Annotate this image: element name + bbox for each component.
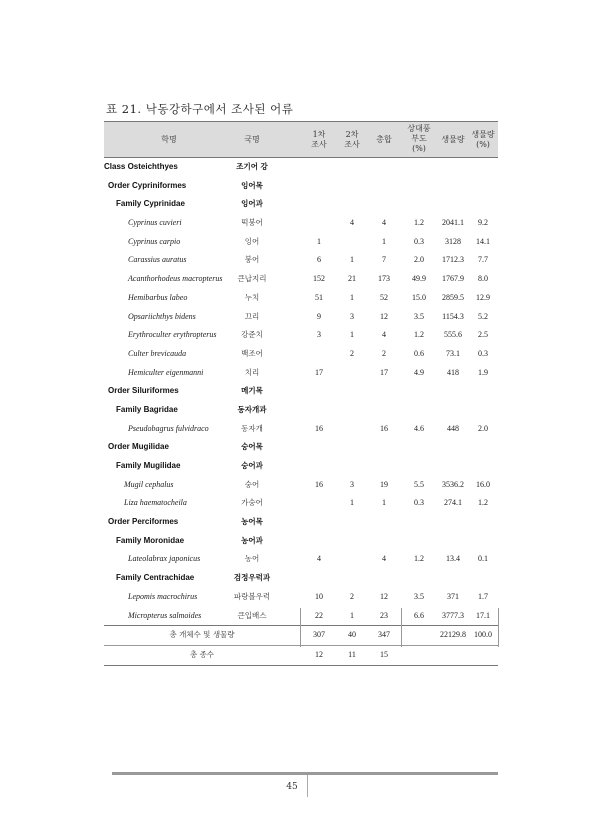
korean-name: 파랑볼우럭 <box>233 591 271 601</box>
korean-name: 메기목 <box>241 386 263 396</box>
biomass: 555.6 <box>444 330 462 340</box>
survey2-count: 3 <box>350 311 354 321</box>
biomass-pct: 7.7 <box>478 255 488 265</box>
korean-name: 검정우럭과 <box>233 573 271 583</box>
korean-name: 동자개과 <box>237 404 267 414</box>
korean-name: 조기어 강 <box>236 162 268 171</box>
survey1-count: 10 <box>315 591 323 601</box>
header-survey2: 2차 조사 <box>344 130 360 149</box>
biomass-pct: 1.7 <box>478 591 488 601</box>
total-count: 2 <box>382 348 386 358</box>
korean-name: 가숭어 <box>241 498 263 508</box>
survey1-count: 16 <box>315 479 323 489</box>
total-count: 4 <box>382 218 386 228</box>
relative-abundance: 3.5 <box>414 591 424 601</box>
biomass: 3536.2 <box>442 479 464 489</box>
table-header <box>104 121 498 158</box>
biomass-pct: 1.9 <box>478 367 488 377</box>
biomass-pct: 5.2 <box>478 311 488 321</box>
species-row <box>104 607 498 626</box>
survey2-count: 4 <box>350 218 354 228</box>
class-row <box>104 158 498 177</box>
relative-abundance: 5.5 <box>414 479 424 489</box>
total-count: 1 <box>382 498 386 508</box>
total-count: 7 <box>382 255 386 265</box>
scientific-name: Lepomis macrochirus <box>128 591 198 601</box>
korean-name: 떡붕어 <box>241 218 263 228</box>
column-divider <box>401 608 402 647</box>
korean-name: 잉어목 <box>241 180 263 190</box>
scientific-name: Opsariichthys bidens <box>128 311 196 321</box>
species-row <box>104 251 498 270</box>
summary-total: 347 <box>378 630 390 640</box>
species-row <box>104 494 498 513</box>
species-row <box>104 550 498 569</box>
biomass-pct: 0.1 <box>478 554 488 564</box>
scientific-name: Erythroculter erythropterus <box>128 330 217 340</box>
survey1-count: 16 <box>315 423 323 433</box>
order-row <box>104 382 498 401</box>
total-count: 173 <box>378 274 390 284</box>
relative-abundance: 1.2 <box>414 554 424 564</box>
survey1-count: 22 <box>315 610 323 620</box>
scientific-name: Order Cypriniformes <box>108 180 187 190</box>
order-row <box>104 438 498 457</box>
fish-table <box>104 121 498 666</box>
biomass: 2859.5 <box>442 292 464 302</box>
scientific-name: Order Perciformes <box>108 517 179 527</box>
korean-name: 누치 <box>244 292 260 302</box>
header-sci: 학명 <box>161 135 177 144</box>
relative-abundance: 49.9 <box>412 274 426 284</box>
scientific-name: Hemiculter eigenmanni <box>128 367 204 377</box>
column-divider <box>300 608 301 647</box>
species-row <box>104 308 498 327</box>
biomass: 3777.3 <box>442 610 464 620</box>
biomass-pct: 9.2 <box>478 218 488 228</box>
table-caption: 표 21. 낙동강하구에서 조사된 어류 <box>106 102 294 116</box>
korean-name: 큰납지리 <box>237 274 267 284</box>
biomass: 448 <box>447 423 459 433</box>
species-row <box>104 476 498 495</box>
survey1-count: 3 <box>317 330 321 340</box>
korean-name: 숭어목 <box>241 442 263 452</box>
species-row <box>104 588 498 607</box>
biomass: 1767.9 <box>442 274 464 284</box>
biomass: 1154.3 <box>442 311 464 321</box>
biomass: 1712.3 <box>442 255 464 265</box>
biomass-pct: 2.0 <box>478 423 488 433</box>
total-count: 23 <box>380 610 388 620</box>
summary-biomass-pct: 100.0 <box>474 630 492 640</box>
header-reldens: 상대풍 부도 (%) <box>407 124 431 153</box>
scientific-name: Culter brevicauda <box>128 348 187 358</box>
total-count: 19 <box>380 479 388 489</box>
species-count-total: 15 <box>380 649 388 659</box>
survey2-count: 2 <box>350 591 354 601</box>
biomass-pct: 14.1 <box>476 236 490 246</box>
species-row <box>104 289 498 308</box>
scientific-name: Carassius auratus <box>128 255 187 265</box>
species-row <box>104 214 498 233</box>
scientific-name: Cyprinus cuvieri <box>128 218 182 228</box>
total-count: 4 <box>382 330 386 340</box>
relative-abundance: 4.6 <box>414 423 424 433</box>
survey2-count: 21 <box>348 274 356 284</box>
survey2-count: 1 <box>350 610 354 620</box>
scientific-name: Hemibarbus labeo <box>128 292 188 302</box>
korean-name: 농어 <box>244 554 260 564</box>
korean-name: 큰입배스 <box>237 610 267 620</box>
relative-abundance: 4.9 <box>414 367 424 377</box>
total-count: 1 <box>382 236 386 246</box>
total-count: 52 <box>380 292 388 302</box>
species-count-row <box>104 645 498 666</box>
korean-name: 잉어과 <box>241 199 263 209</box>
biomass: 418 <box>447 367 459 377</box>
species-count-label: 총 종수 <box>189 649 215 659</box>
species-row <box>104 364 498 383</box>
scientific-name: Liza haematocheila <box>124 498 187 508</box>
korean-name: 붕어 <box>244 255 260 265</box>
biomass-pct: 16.0 <box>476 479 490 489</box>
korean-name: 치리 <box>244 367 260 377</box>
page-number: 45 <box>286 782 298 792</box>
biomass: 274.1 <box>444 498 462 508</box>
biomass-pct: 12.9 <box>476 292 490 302</box>
relative-abundance: 3.5 <box>414 311 424 321</box>
survey1-count: 51 <box>315 292 323 302</box>
summary-survey2: 40 <box>348 630 356 640</box>
scientific-name: Lateolabrax japonicus <box>128 554 201 564</box>
survey2-count: 1 <box>350 255 354 265</box>
biomass-pct: 8.0 <box>478 274 488 284</box>
biomass-pct: 0.3 <box>478 348 488 358</box>
family-row <box>104 532 498 551</box>
species-row <box>104 233 498 252</box>
survey1-count: 152 <box>313 274 325 284</box>
scientific-name: Cyprinus carpio <box>128 236 181 246</box>
family-row <box>104 569 498 588</box>
survey1-count: 9 <box>317 311 321 321</box>
scientific-name: Family Moronidae <box>116 535 185 545</box>
header-total: 총합 <box>376 135 392 144</box>
total-count: 4 <box>382 554 386 564</box>
scientific-name: Order Mugilidae <box>108 442 169 452</box>
summary-survey1: 307 <box>313 630 325 640</box>
korean-name: 농어목 <box>241 517 263 527</box>
survey2-count: 2 <box>350 348 354 358</box>
biomass: 3128 <box>445 236 461 246</box>
scientific-name: Mugil cephalus <box>124 479 174 489</box>
header-biomass-pct: 생물량 (%) <box>471 130 495 149</box>
summary-row <box>104 625 498 645</box>
species-row <box>104 345 498 364</box>
biomass: 73.1 <box>446 348 460 358</box>
header-korean: 국명 <box>244 135 260 144</box>
total-count: 16 <box>380 423 388 433</box>
scientific-name: Micropterus salmoides <box>128 610 202 620</box>
relative-abundance: 6.6 <box>414 610 424 620</box>
scientific-name: Family Centrachidae <box>116 573 195 583</box>
summary-biomass: 22129.8 <box>440 630 466 640</box>
order-row <box>104 177 498 196</box>
survey2-count: 1 <box>350 292 354 302</box>
footer-tick <box>307 775 308 797</box>
scientific-name: Family Mugilidae <box>116 461 181 470</box>
korean-name: 백조어 <box>241 348 263 358</box>
biomass: 371 <box>447 591 459 601</box>
species-count-survey2: 11 <box>348 649 356 659</box>
korean-name: 잉어 <box>244 236 260 246</box>
survey1-count: 6 <box>317 255 321 265</box>
species-row <box>104 326 498 345</box>
species-row <box>104 270 498 289</box>
biomass-pct: 1.2 <box>478 498 488 508</box>
order-row <box>104 513 498 532</box>
biomass-pct: 17.1 <box>476 610 490 620</box>
column-divider <box>498 608 499 647</box>
family-row <box>104 457 498 476</box>
relative-abundance: 15.0 <box>412 292 426 302</box>
scientific-name: Pseudobagrus fulvidraco <box>128 423 209 433</box>
korean-name: 농어과 <box>241 535 263 545</box>
biomass: 13.4 <box>446 554 460 564</box>
survey1-count: 4 <box>317 554 321 564</box>
table-body <box>104 158 498 625</box>
relative-abundance: 1.2 <box>414 218 424 228</box>
biomass: 2041.1 <box>442 218 464 228</box>
summary-label: 총 개체수 및 생물량 <box>169 630 235 640</box>
korean-name: 끄리 <box>244 311 260 321</box>
species-count-survey1: 12 <box>315 649 323 659</box>
korean-name: 숭어과 <box>241 461 263 470</box>
header-survey1: 1차 조사 <box>311 130 327 149</box>
relative-abundance: 0.3 <box>414 498 424 508</box>
footer-rule <box>112 772 498 775</box>
total-count: 17 <box>380 367 388 377</box>
scientific-name: Order Siluriformes <box>108 386 179 396</box>
relative-abundance: 1.2 <box>414 330 424 340</box>
survey2-count: 1 <box>350 498 354 508</box>
survey1-count: 17 <box>315 367 323 377</box>
total-count: 12 <box>380 311 388 321</box>
total-count: 12 <box>380 591 388 601</box>
relative-abundance: 2.0 <box>414 255 424 265</box>
header-biomass: 생물량 <box>441 135 465 144</box>
survey1-count: 1 <box>317 236 321 246</box>
korean-name: 동자개 <box>241 423 263 433</box>
scientific-name: Class Osteichthyes <box>104 162 178 171</box>
relative-abundance: 0.6 <box>414 348 424 358</box>
family-row <box>104 195 498 214</box>
biomass-pct: 2.5 <box>478 330 488 340</box>
scientific-name: Family Cyprinidae <box>116 199 185 209</box>
relative-abundance: 0.3 <box>414 236 424 246</box>
family-row <box>104 401 498 420</box>
scientific-name: Acanthorhodeus macropterus <box>128 274 223 284</box>
survey2-count: 1 <box>350 330 354 340</box>
korean-name: 숭어 <box>244 479 260 489</box>
survey2-count: 3 <box>350 479 354 489</box>
korean-name: 강준치 <box>241 330 263 340</box>
species-row <box>104 420 498 439</box>
scientific-name: Family Bagridae <box>116 404 178 414</box>
